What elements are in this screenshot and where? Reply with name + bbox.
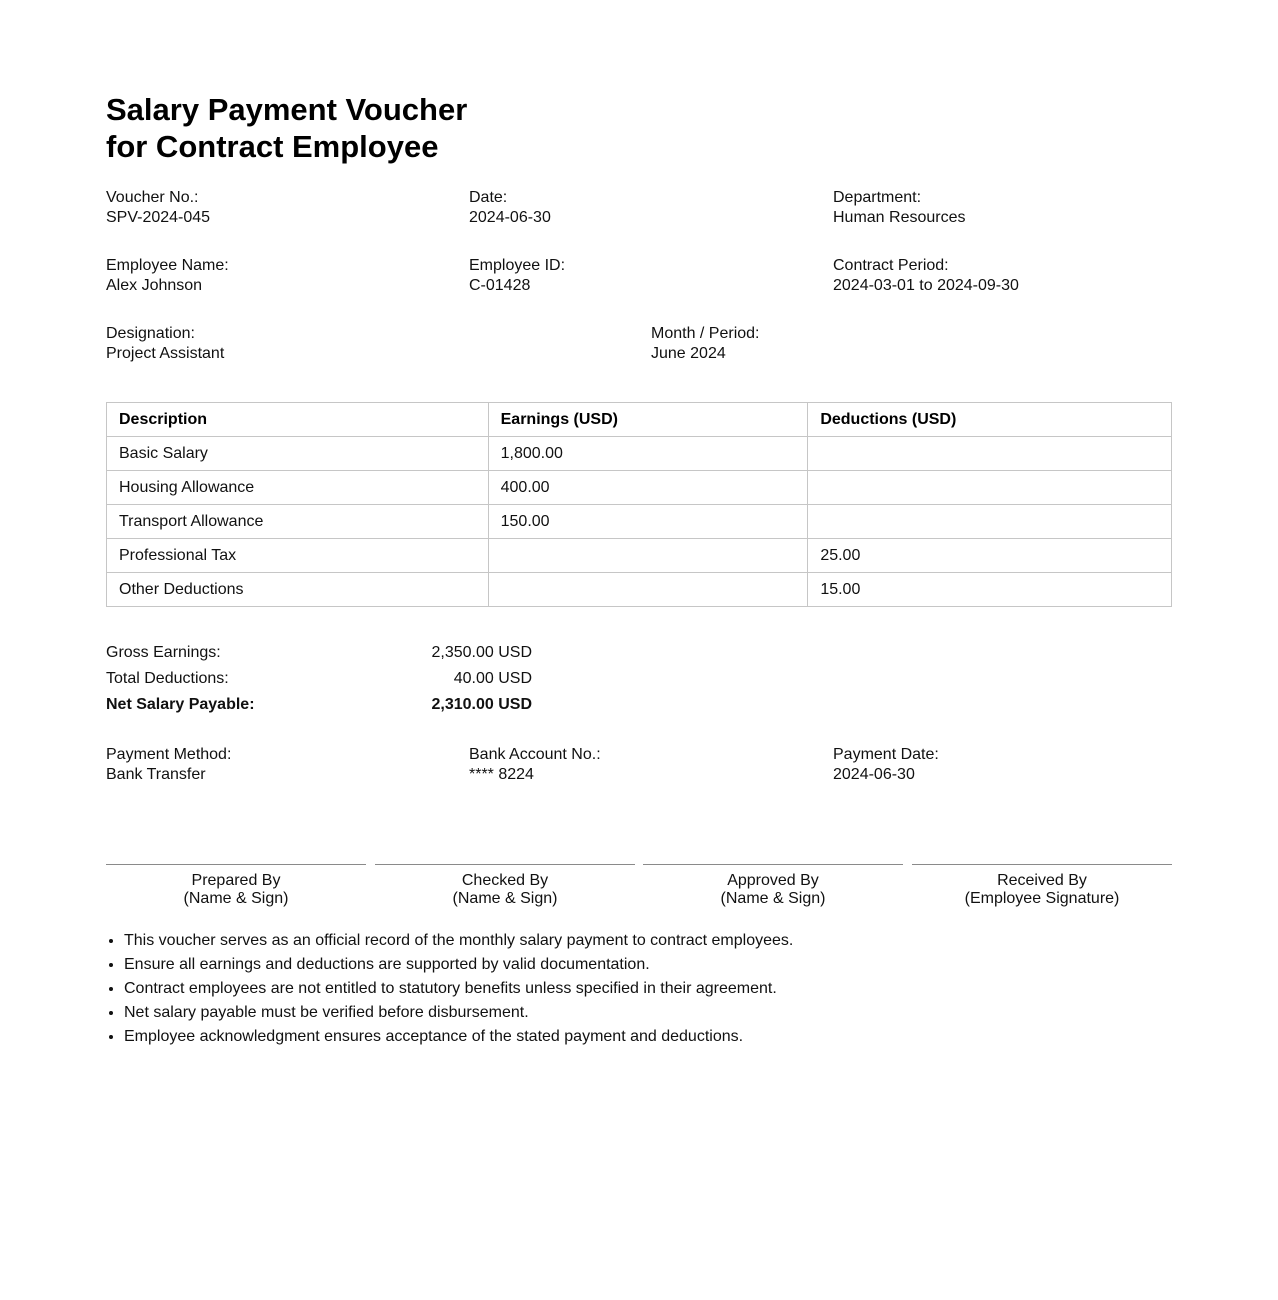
row-description: Housing Allowance [107, 471, 489, 505]
month-period-label: Month / Period: [651, 325, 760, 342]
month-period-value: June 2024 [651, 345, 726, 362]
signature-line [643, 864, 903, 865]
voucher-no-value: SPV-2024-045 [106, 209, 211, 226]
signature-note: (Employee Signature) [964, 890, 1120, 907]
net-salary-row [106, 694, 532, 716]
payment-date-field [833, 745, 939, 785]
signature-role: Prepared By [191, 872, 281, 889]
row-earnings: 400.00 [488, 471, 808, 505]
row-description: Transport Allowance [107, 505, 489, 539]
month-period-field [651, 324, 760, 364]
row-deductions [808, 437, 1172, 471]
signature-role: Approved By [727, 872, 819, 889]
table-row [107, 437, 1172, 471]
row-description: Other Deductions [107, 573, 489, 607]
employee-id-field [469, 256, 565, 296]
gross-earnings-value: 2,350.00 USD [431, 644, 532, 661]
row-deductions: 25.00 [808, 539, 1172, 573]
row-deductions: 15.00 [808, 573, 1172, 607]
department-value: Human Resources [833, 209, 966, 226]
contract-period-value: 2024-03-01 to 2024-09-30 [833, 277, 1019, 294]
table-row [107, 573, 1172, 607]
signature-role: Checked By [461, 872, 549, 889]
payment-method-field [106, 745, 231, 785]
signature-note: (Name & Sign) [452, 890, 558, 907]
signature-prepared-by [106, 864, 366, 908]
total-deductions-value: 40.00 USD [453, 670, 532, 687]
date-label: Date: [469, 189, 508, 206]
table-row [107, 471, 1172, 505]
designation-label: Designation: [106, 325, 195, 342]
signature-line [375, 864, 635, 865]
signature-line [106, 864, 366, 865]
note-item: • Employee acknowledgment ensures acceptance of the stated payment and deductions. [124, 1025, 793, 1049]
row-description: Basic Salary [107, 437, 489, 471]
contract-period-label: Contract Period: [833, 257, 949, 274]
column-header-description: Description [107, 403, 489, 437]
table-row [107, 539, 1172, 573]
employee-name-field [106, 256, 229, 296]
row-description: Professional Tax [107, 539, 489, 573]
employee-name-label: Employee Name: [106, 257, 229, 274]
row-earnings [488, 539, 808, 573]
net-salary-value: 2,310.00 USD [431, 696, 532, 713]
signature-approved-by [643, 864, 903, 908]
department-field [833, 188, 966, 228]
row-deductions [808, 471, 1172, 505]
row-earnings [488, 573, 808, 607]
voucher-no-label: Voucher No.: [106, 189, 199, 206]
signature-role: Received By [997, 872, 1087, 889]
department-label: Department: [833, 189, 922, 206]
table-header-row [107, 403, 1172, 437]
net-salary-label: Net Salary Payable: [106, 696, 255, 713]
row-earnings: 1,800.00 [488, 437, 808, 471]
column-header-earnings: Earnings (USD) [488, 403, 808, 437]
page-title [106, 91, 467, 165]
total-deductions-row [106, 668, 532, 690]
signature-checked-by [375, 864, 635, 908]
signature-note: (Name & Sign) [183, 890, 289, 907]
row-earnings: 150.00 [488, 505, 808, 539]
payment-date-value: 2024-06-30 [833, 766, 915, 783]
designation-field [106, 324, 224, 364]
employee-id-label: Employee ID: [469, 257, 566, 274]
payment-method-label: Payment Method: [106, 746, 232, 763]
note-item: • Contract employees are not entitled to statutory benefits unless specified in their agreement. [124, 977, 793, 1001]
date-value: 2024-06-30 [469, 209, 551, 226]
title-line-2: for Contract Employee [106, 129, 439, 164]
notes-list [106, 929, 793, 1049]
date-field [469, 188, 551, 228]
column-header-deductions: Deductions (USD) [808, 403, 1172, 437]
bank-account-label: Bank Account No.: [469, 746, 601, 763]
signature-line [912, 864, 1172, 865]
title-line-1: Salary Payment Voucher [106, 92, 468, 127]
gross-earnings-row [106, 642, 532, 664]
note-item: • Ensure all earnings and deductions are supported by valid documentation. [124, 953, 793, 977]
note-item: • Net salary payable must be verified before disbursement. [124, 1001, 793, 1025]
payment-method-value: Bank Transfer [106, 766, 206, 783]
signature-received-by [912, 864, 1172, 908]
employee-name-value: Alex Johnson [106, 277, 203, 294]
bank-account-field [469, 745, 601, 785]
total-deductions-label: Total Deductions: [106, 670, 229, 687]
gross-earnings-label: Gross Earnings: [106, 644, 221, 661]
payment-date-label: Payment Date: [833, 746, 939, 763]
bank-account-value: **** 8224 [469, 766, 534, 783]
row-deductions [808, 505, 1172, 539]
contract-period-field [833, 256, 1019, 296]
salary-table [106, 402, 1172, 607]
note-item: • This voucher serves as an official record of the monthly salary payment to contract employees. [124, 929, 793, 953]
voucher-no-field [106, 188, 210, 228]
designation-value: Project Assistant [106, 345, 225, 362]
signature-note: (Name & Sign) [720, 890, 826, 907]
employee-id-value: C-01428 [469, 277, 531, 294]
table-row [107, 505, 1172, 539]
